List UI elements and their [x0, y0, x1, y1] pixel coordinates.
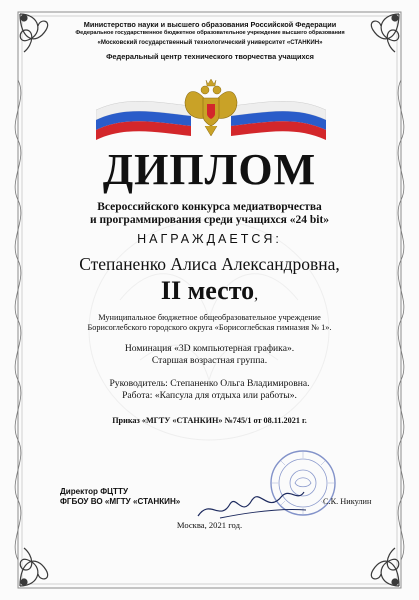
flag-ribbon-emblem [96, 76, 326, 146]
organization-line-2: Борисоглебского городского округа «Борисоглебская гимназия № 1». [87, 323, 332, 332]
contest-line-2: и программирования среди учащихся «24 bit» [89, 214, 330, 226]
institution-line-2: «Московский государственный технологический университет «СТАНКИН» [97, 39, 323, 46]
institution-line-1: Федеральное государственное бюджетное образовательное учреждение высшего образования [75, 30, 345, 36]
place-and-date: Москва, 2021 год. [176, 520, 243, 530]
place-suffix: , [254, 286, 259, 303]
director-title-line-2: ФГБОУ ВО «МГТУ «СТАНКИН» [60, 497, 181, 506]
recipient-name: Степаненко Алиса Александровна, [79, 254, 340, 274]
contest-line-1: Всероссийского конкурса медиатворчества [97, 201, 322, 213]
place-result [0, 276, 419, 306]
ministry-line: Министерство науки и высшего образования Российской Федерации [83, 20, 337, 29]
organization-line-1: Муниципальное бюджетное общеобразовательное учреждение [98, 313, 321, 322]
age-group-line: Старшая возрастная группа. [151, 355, 268, 366]
diploma-title: ДИПЛОМ [102, 145, 317, 194]
corner-ornament-bottom-right [371, 548, 399, 586]
corner-ornament-top-right [371, 14, 399, 52]
coat-of-arms-icon [185, 79, 237, 136]
director-title-line-1: Директор ФЦТТУ [60, 487, 128, 496]
flag-ribbon-right [231, 101, 326, 140]
corner-ornament-top-left [20, 14, 48, 52]
signer-name: С.К. Никулин [323, 497, 372, 506]
awarded-label: НАГРАЖДАЕТСЯ: [137, 232, 282, 246]
corner-ornament-bottom-left [20, 548, 48, 586]
leader-line: Руководитель: Степаненко Ольга Владимировна. [109, 378, 310, 389]
nomination-line: Номинация «3D компьютерная графика». [124, 343, 295, 354]
flag-ribbon-left [96, 101, 191, 140]
center-line: Федеральный центр технического творчества учащихся [106, 52, 314, 61]
place-text: II место [160, 276, 255, 305]
work-title-line: Работа: «Капсула для отдыха или работы». [122, 390, 297, 401]
order-line: Приказ «МГТУ «СТАНКИН» №745/1 от 08.11.2021 г. [112, 416, 307, 425]
